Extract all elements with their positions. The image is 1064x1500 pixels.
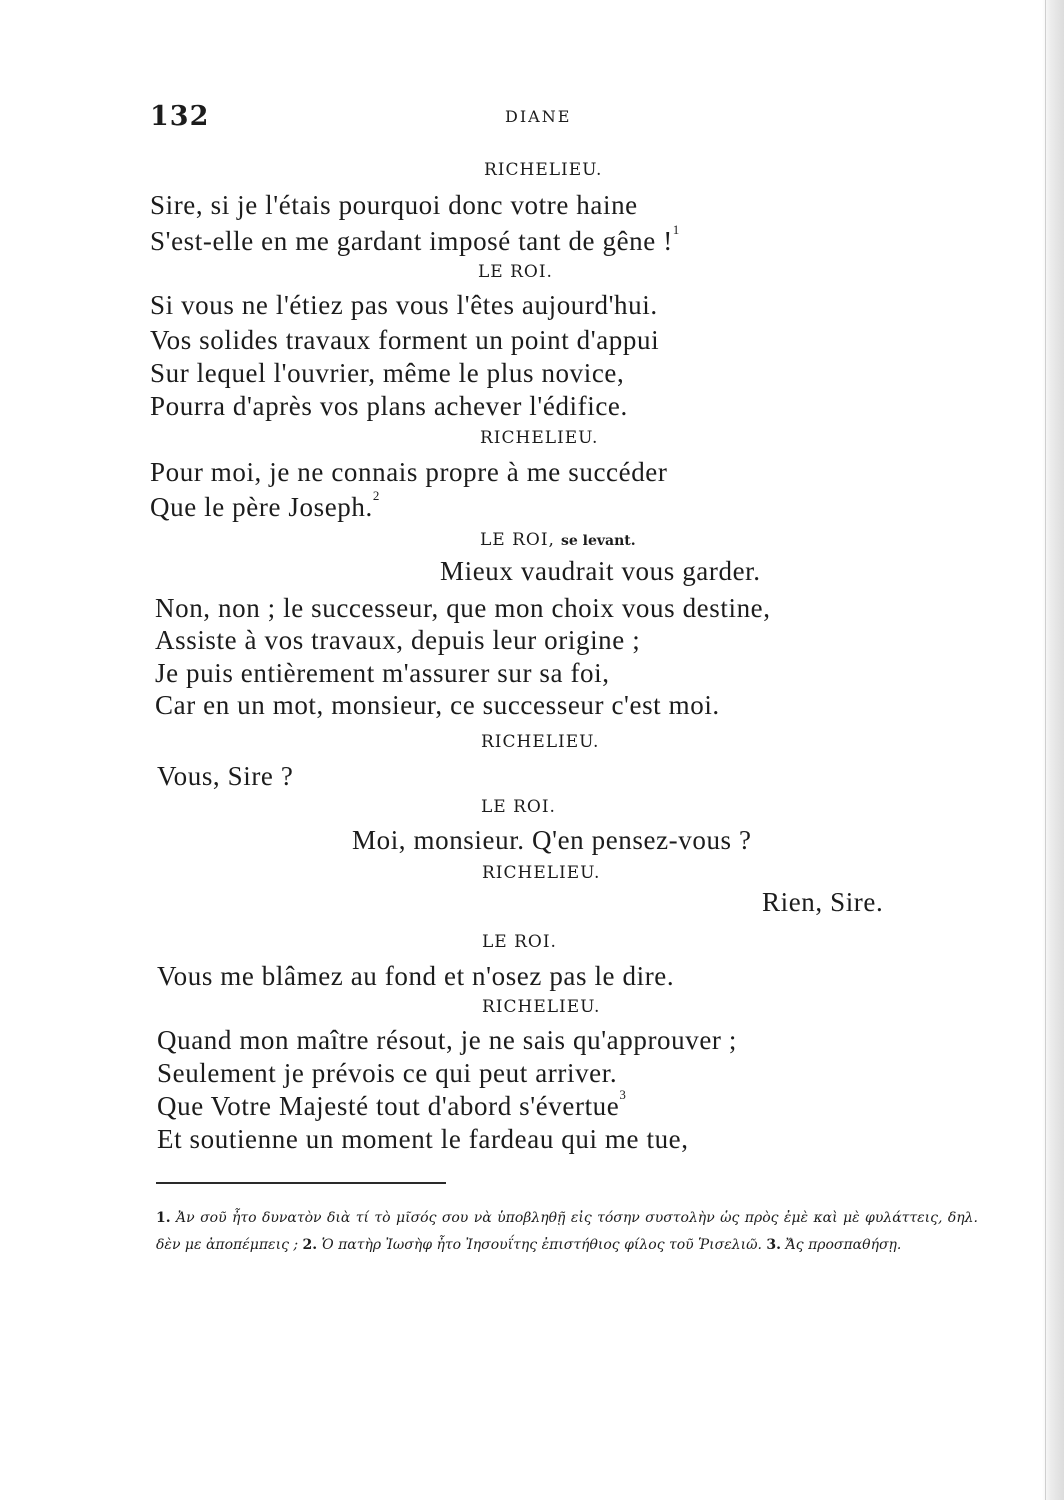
verse-line: Que le père Joseph.$^2$ bbox=[150, 488, 380, 522]
footnote-text: Ἄς προσπαθήσῃ. bbox=[785, 1237, 902, 1253]
footnote-ref: 1 bbox=[672, 222, 680, 237]
verse-line: Rien, Sire. bbox=[762, 887, 884, 917]
footnote-rule bbox=[156, 1182, 446, 1184]
footnote-number: 1. bbox=[156, 1210, 171, 1226]
stage-direction: se levant. bbox=[560, 533, 636, 549]
verse-line: Vos solides travaux forment un point d'appui bbox=[150, 325, 660, 355]
footnote-text: Ὁ πατὴρ Ἰωσὴφ ἦτο Ἰησουΐτης ἐπιστήθιος φίλος τοῦ Ῥισελιῶ. bbox=[321, 1237, 762, 1253]
verse-line: Pourra d'après vos plans achever l'édifice. bbox=[150, 391, 628, 421]
page-number: 132 bbox=[150, 101, 210, 132]
verse-line: Je puis entièrement m'assurer sur sa foi, bbox=[155, 658, 610, 688]
verse-line: Et soutienne un moment le fardeau qui me tue, bbox=[157, 1124, 689, 1154]
verse-line: Sire, si je l'étais pourquoi donc votre haine bbox=[150, 190, 638, 220]
speaker-label: RICHELIEU. bbox=[484, 160, 603, 180]
speaker-label: RICHELIEU. bbox=[482, 997, 601, 1017]
footnote-ref: 3 bbox=[619, 1087, 627, 1102]
footnotes bbox=[156, 1205, 978, 1259]
verse-line: Quand mon maître résout, je ne sais qu'approuver ; bbox=[157, 1025, 737, 1055]
verse-line: Car en un mot, monsieur, ce successeur c'est moi. bbox=[155, 690, 720, 720]
speaker-label: RICHELIEU. bbox=[481, 732, 600, 752]
verse-line: Pour moi, je ne connais propre à me succéder bbox=[150, 457, 668, 487]
footnote-number: 3. bbox=[766, 1237, 782, 1253]
speaker-label: LE ROI. bbox=[482, 932, 557, 952]
verse-line: Seulement je prévois ce qui peut arriver. bbox=[157, 1058, 618, 1088]
verse-line: Vous me blâmez au fond et n'osez pas le dire. bbox=[157, 961, 675, 991]
footnote-text: Ἀν σοῦ ἦτο δυνατὸν διὰ τί τὸ μῖσός σου νὰ ὑποβληθῇ εἰς τόσην συστολὴν ὡς πρὸς ἐμὲ καὶ μὲ φυλάττεις, δηλ. δὲν με ἀποπέμπεις ; bbox=[156, 1210, 978, 1253]
footnote-ref: 2 bbox=[372, 488, 380, 503]
verse-line: Si vous ne l'étiez pas vous l'êtes aujourd'hui. bbox=[150, 290, 658, 320]
verse-line: S'est-elle en me gardant imposé tant de gêne !$^1$ bbox=[150, 222, 680, 256]
verse-line: Assiste à vos travaux, depuis leur origine ; bbox=[155, 625, 641, 655]
page-edge-line bbox=[1045, 0, 1046, 1500]
verse-line: Que Votre Majesté tout d'abord s'évertue$^3$ bbox=[157, 1087, 627, 1121]
verse-line: Mieux vaudrait vous garder. bbox=[440, 556, 761, 586]
speaker-label: RICHELIEU. bbox=[480, 428, 599, 448]
speaker-label: LE ROI, se levant. bbox=[480, 530, 636, 550]
verse-line: Sur lequel l'ouvrier, même le plus novice, bbox=[150, 358, 625, 388]
speaker-label: LE ROI. bbox=[478, 262, 553, 282]
speaker-label: RICHELIEU. bbox=[482, 863, 601, 883]
verse-line: Non, non ; le successeur, que mon choix vous destine, bbox=[155, 593, 771, 623]
verse-line: Moi, monsieur. Q'en pensez-vous ? bbox=[352, 825, 752, 855]
verse-line: Vous, Sire ? bbox=[157, 761, 294, 791]
running-title: DIANE bbox=[505, 107, 572, 126]
speaker-label: LE ROI. bbox=[481, 797, 556, 817]
footnote-number: 2. bbox=[302, 1237, 318, 1253]
